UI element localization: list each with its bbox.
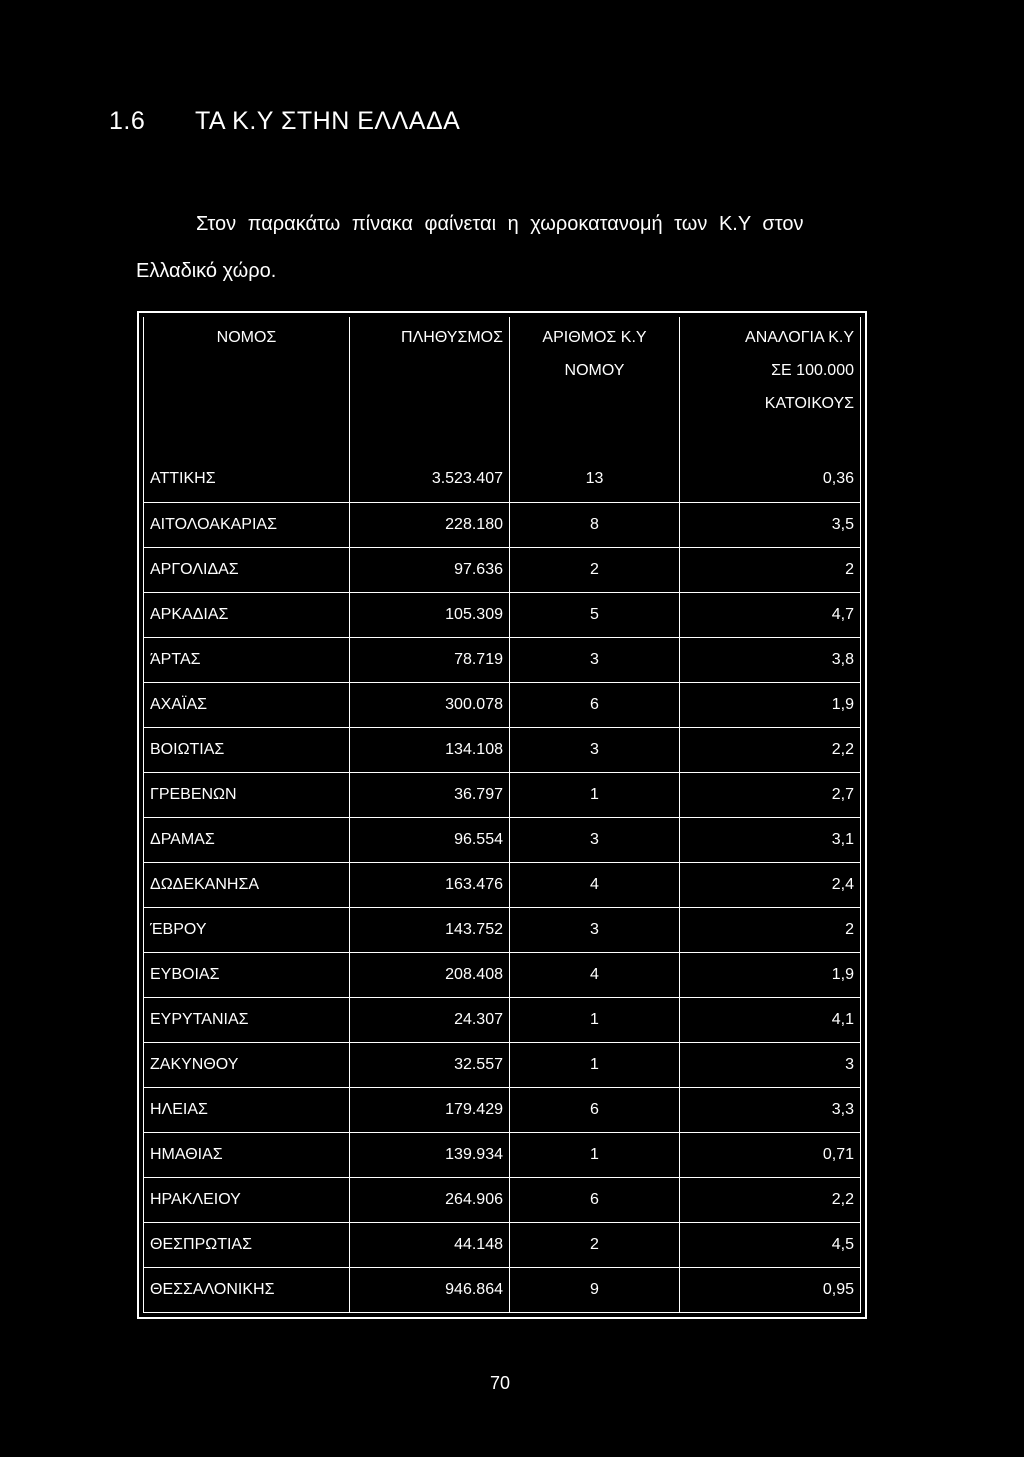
cell-name: ΕΥΒΟΙΑΣ [144, 952, 350, 997]
header-name: ΝΟΜΟΣ [144, 317, 350, 457]
cell-name: ΑΧΑΪΑΣ [144, 682, 350, 727]
cell-count: 6 [510, 1087, 680, 1132]
cell-ratio: 4,7 [680, 592, 861, 637]
cell-ratio: 0,71 [680, 1132, 861, 1177]
cell-name: ΈΒΡΟΥ [144, 907, 350, 952]
cell-name: ΔΩΔΕΚΑΝΗΣΑ [144, 862, 350, 907]
cell-ratio: 0,36 [680, 457, 861, 502]
table-row [144, 952, 861, 997]
cell-population: 24.307 [350, 997, 510, 1042]
cell-count: 9 [510, 1267, 680, 1312]
cell-count: 1 [510, 997, 680, 1042]
cell-ratio: 3,8 [680, 637, 861, 682]
cell-count: 1 [510, 772, 680, 817]
table-row [144, 772, 861, 817]
cell-population: 134.108 [350, 727, 510, 772]
cell-population: 139.934 [350, 1132, 510, 1177]
cell-population: 97.636 [350, 547, 510, 592]
cell-count: 2 [510, 547, 680, 592]
cell-name: ΑΡΚΑΔΙΑΣ [144, 592, 350, 637]
page-number: 70 [489, 1373, 511, 1393]
table-row [144, 592, 861, 637]
table-row [144, 1222, 861, 1267]
cell-population: 96.554 [350, 817, 510, 862]
cell-name: ΓΡΕΒΕΝΩΝ [144, 772, 350, 817]
table-header-row [144, 317, 861, 457]
table-row [144, 637, 861, 682]
cell-name: ΗΜΑΘΙΑΣ [144, 1132, 350, 1177]
table-row [144, 727, 861, 772]
table-row [144, 547, 861, 592]
cell-population: 946.864 [350, 1267, 510, 1312]
cell-ratio: 2 [680, 907, 861, 952]
table-row [144, 1087, 861, 1132]
cell-count: 1 [510, 1042, 680, 1087]
cell-count: 1 [510, 1132, 680, 1177]
cell-ratio: 4,1 [680, 997, 861, 1042]
intro-line-2: Ελλαδικό χώρο. [136, 260, 277, 282]
cell-count: 4 [510, 952, 680, 997]
table-row [144, 1042, 861, 1087]
table-row [144, 502, 861, 547]
cell-name: ΔΡΑΜΑΣ [144, 817, 350, 862]
cell-ratio: 2,2 [680, 727, 861, 772]
cell-ratio: 1,9 [680, 682, 861, 727]
table-row [144, 457, 861, 502]
cell-name: ΖΑΚΥΝΘΟΥ [144, 1042, 350, 1087]
table-row [144, 1177, 861, 1222]
cell-name: ΘΕΣΣΑΛΟΝΙΚΗΣ [144, 1267, 350, 1312]
cell-name: ΆΡΤΑΣ [144, 637, 350, 682]
health-centers-table [143, 317, 861, 1313]
cell-ratio: 2 [680, 547, 861, 592]
cell-name: ΗΡΑΚΛΕΙΟΥ [144, 1177, 350, 1222]
table-row [144, 682, 861, 727]
cell-count: 2 [510, 1222, 680, 1267]
cell-population: 264.906 [350, 1177, 510, 1222]
cell-population: 179.429 [350, 1087, 510, 1132]
cell-population: 208.408 [350, 952, 510, 997]
header-count: ΑΡΙΘΜΟΣ Κ.Υ ΝΟΜΟΥ [510, 317, 680, 457]
cell-count: 3 [510, 907, 680, 952]
cell-name: ΗΛΕΙΑΣ [144, 1087, 350, 1132]
cell-count: 6 [510, 1177, 680, 1222]
cell-population: 143.752 [350, 907, 510, 952]
header-ratio: ΑΝΑΛΟΓΙΑ Κ.Υ ΣΕ 100.000 ΚΑΤΟΙΚΟΥΣ [680, 317, 861, 457]
cell-population: 78.719 [350, 637, 510, 682]
cell-count: 4 [510, 862, 680, 907]
cell-ratio: 0,95 [680, 1267, 861, 1312]
cell-count: 8 [510, 502, 680, 547]
cell-name: ΒΟΙΩΤΙΑΣ [144, 727, 350, 772]
section-number: 1.6 [109, 107, 146, 135]
cell-count: 3 [510, 637, 680, 682]
cell-count: 6 [510, 682, 680, 727]
table-row [144, 1267, 861, 1312]
cell-ratio: 2,4 [680, 862, 861, 907]
cell-population: 36.797 [350, 772, 510, 817]
cell-count: 3 [510, 727, 680, 772]
cell-count: 5 [510, 592, 680, 637]
cell-population: 105.309 [350, 592, 510, 637]
cell-name: ΘΕΣΠΡΩΤΙΑΣ [144, 1222, 350, 1267]
cell-ratio: 3,3 [680, 1087, 861, 1132]
cell-ratio: 4,5 [680, 1222, 861, 1267]
cell-population: 32.557 [350, 1042, 510, 1087]
cell-count: 13 [510, 457, 680, 502]
table-row [144, 907, 861, 952]
cell-name: ΑΙΤΟΛΟΑΚΑΡΙΑΣ [144, 502, 350, 547]
section-heading [109, 107, 460, 136]
intro-line-1: Στον παρακάτω πίνακα φαίνεται η χωροκατανομή των Κ.Υ στον [196, 213, 804, 235]
cell-population: 300.078 [350, 682, 510, 727]
cell-ratio: 1,9 [680, 952, 861, 997]
cell-ratio: 3,5 [680, 502, 861, 547]
cell-ratio: 2,2 [680, 1177, 861, 1222]
header-population: ΠΛΗΘΥΣΜΟΣ [350, 317, 510, 457]
cell-population: 163.476 [350, 862, 510, 907]
cell-population: 3.523.407 [350, 457, 510, 502]
table-row [144, 862, 861, 907]
cell-ratio: 3,1 [680, 817, 861, 862]
cell-population: 44.148 [350, 1222, 510, 1267]
table-row [144, 817, 861, 862]
cell-ratio: 2,7 [680, 772, 861, 817]
cell-name: ΕΥΡΥΤΑΝΙΑΣ [144, 997, 350, 1042]
table-row [144, 1132, 861, 1177]
cell-ratio: 3 [680, 1042, 861, 1087]
cell-population: 228.180 [350, 502, 510, 547]
cell-count: 3 [510, 817, 680, 862]
cell-name: ΑΤΤΙΚΗΣ [144, 457, 350, 502]
section-title: ΤΑ Κ.Υ ΣΤΗΝ ΕΛΛΑΔΑ [195, 107, 461, 135]
table-row [144, 997, 861, 1042]
cell-name: ΑΡΓΟΛΙΔΑΣ [144, 547, 350, 592]
